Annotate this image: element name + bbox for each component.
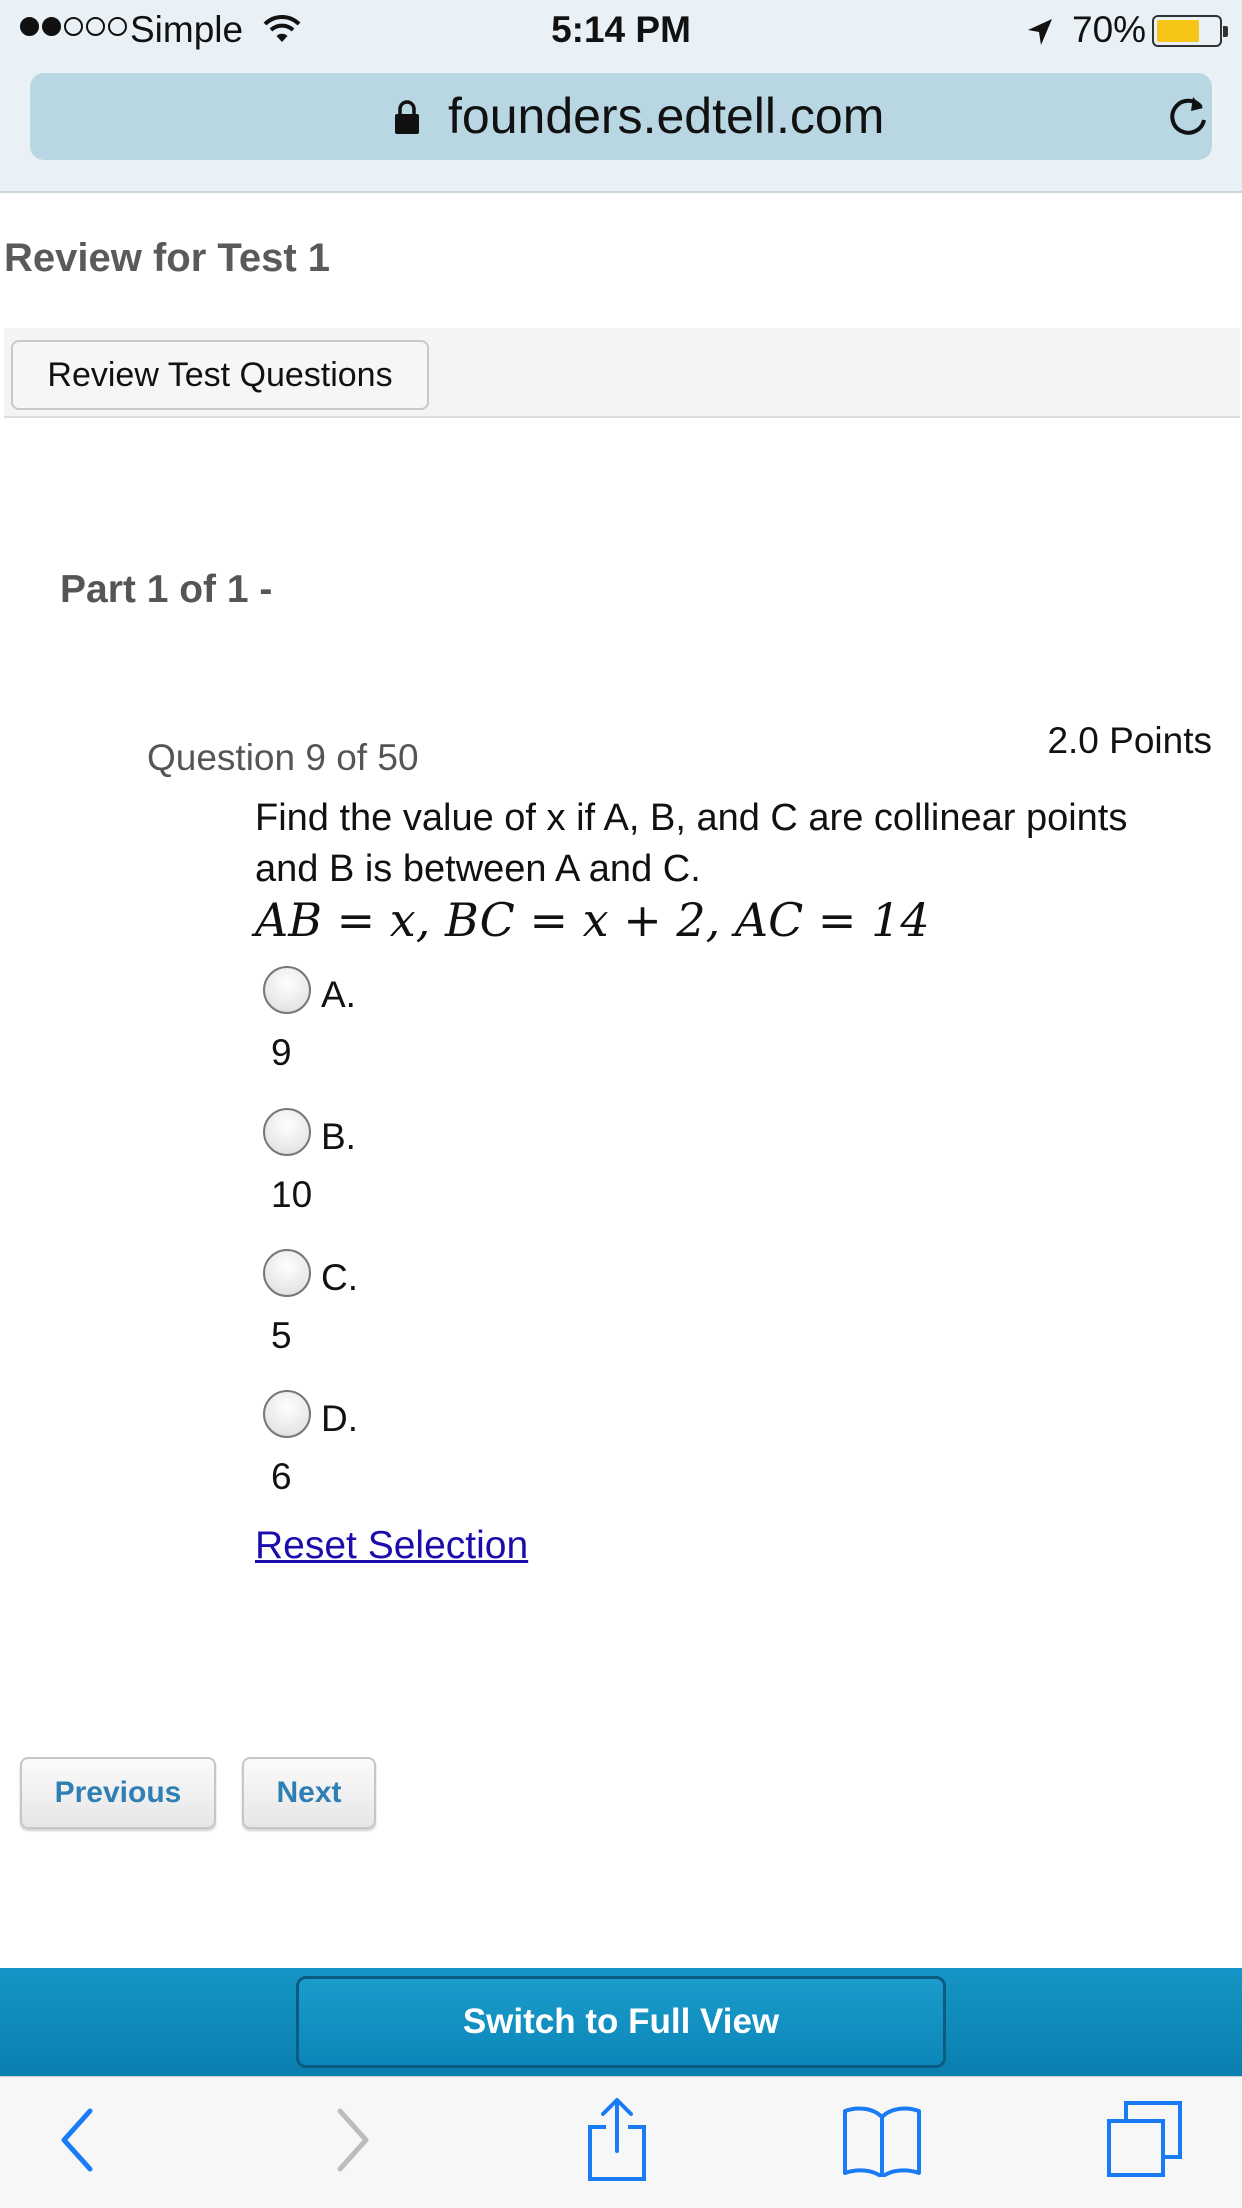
option-letter: C. [321,1257,358,1298]
address-bar[interactable] [30,73,1212,160]
lock-icon [394,99,420,140]
url-text[interactable]: founders.edtell.com [448,88,885,144]
option-value: 9 [271,1032,292,1073]
carrier-name: Simple [130,9,244,50]
location-arrow-icon [1026,14,1054,56]
option-value: 10 [271,1174,313,1215]
reset-selection-link[interactable]: Reset Selection [255,1524,529,1567]
tabs-icon[interactable] [1106,2099,1184,2184]
status-bar [0,0,1242,62]
option-letter: B. [321,1116,356,1157]
safari-toolbar [0,2076,1242,2208]
option-letter: D. [321,1398,358,1439]
battery-icon [1152,15,1222,47]
question-text: Find the value of x if A, B, and C are collinear points and B is between A and C. [255,797,1128,890]
share-icon[interactable] [586,2097,648,2188]
full-view-bar [0,1968,1242,2076]
option-value: 6 [271,1456,292,1497]
answer-option-c[interactable] [263,1249,663,1359]
part-label: Part 1 of 1 - [60,568,273,611]
review-test-questions-button[interactable]: Review Test Questions [11,340,429,410]
next-button[interactable]: Next [242,1757,376,1829]
option-letter: A. [321,974,356,1015]
option-value: 5 [271,1315,292,1356]
radio-button-a[interactable] [263,966,311,1014]
answer-option-a[interactable] [263,966,663,1076]
question-number: Question 9 of 50 [147,737,419,778]
radio-button-b[interactable] [263,1108,311,1156]
radio-button-c[interactable] [263,1249,311,1297]
previous-button[interactable]: Previous [20,1757,216,1829]
back-arrow-icon[interactable] [58,2105,98,2180]
forward-arrow-icon[interactable] [332,2105,372,2180]
question-points: 2.0 Points [1047,720,1212,761]
status-time: 5:14 PM [551,9,691,50]
browser-top-chrome [0,0,1242,193]
question-equation: AB = x, BC = x + 2, AC = 14 [255,893,930,947]
switch-to-full-view-button[interactable]: Switch to Full View [296,1976,946,2068]
answer-option-b[interactable] [263,1108,663,1218]
radio-button-d[interactable] [263,1390,311,1438]
page-title: Review for Test 1 [4,236,331,280]
review-toolbar [4,328,1240,418]
reload-icon[interactable] [1165,93,1211,144]
answer-option-d[interactable] [263,1390,663,1500]
bookmarks-icon[interactable] [842,2103,922,2182]
battery-percent: 70% [1072,9,1147,50]
